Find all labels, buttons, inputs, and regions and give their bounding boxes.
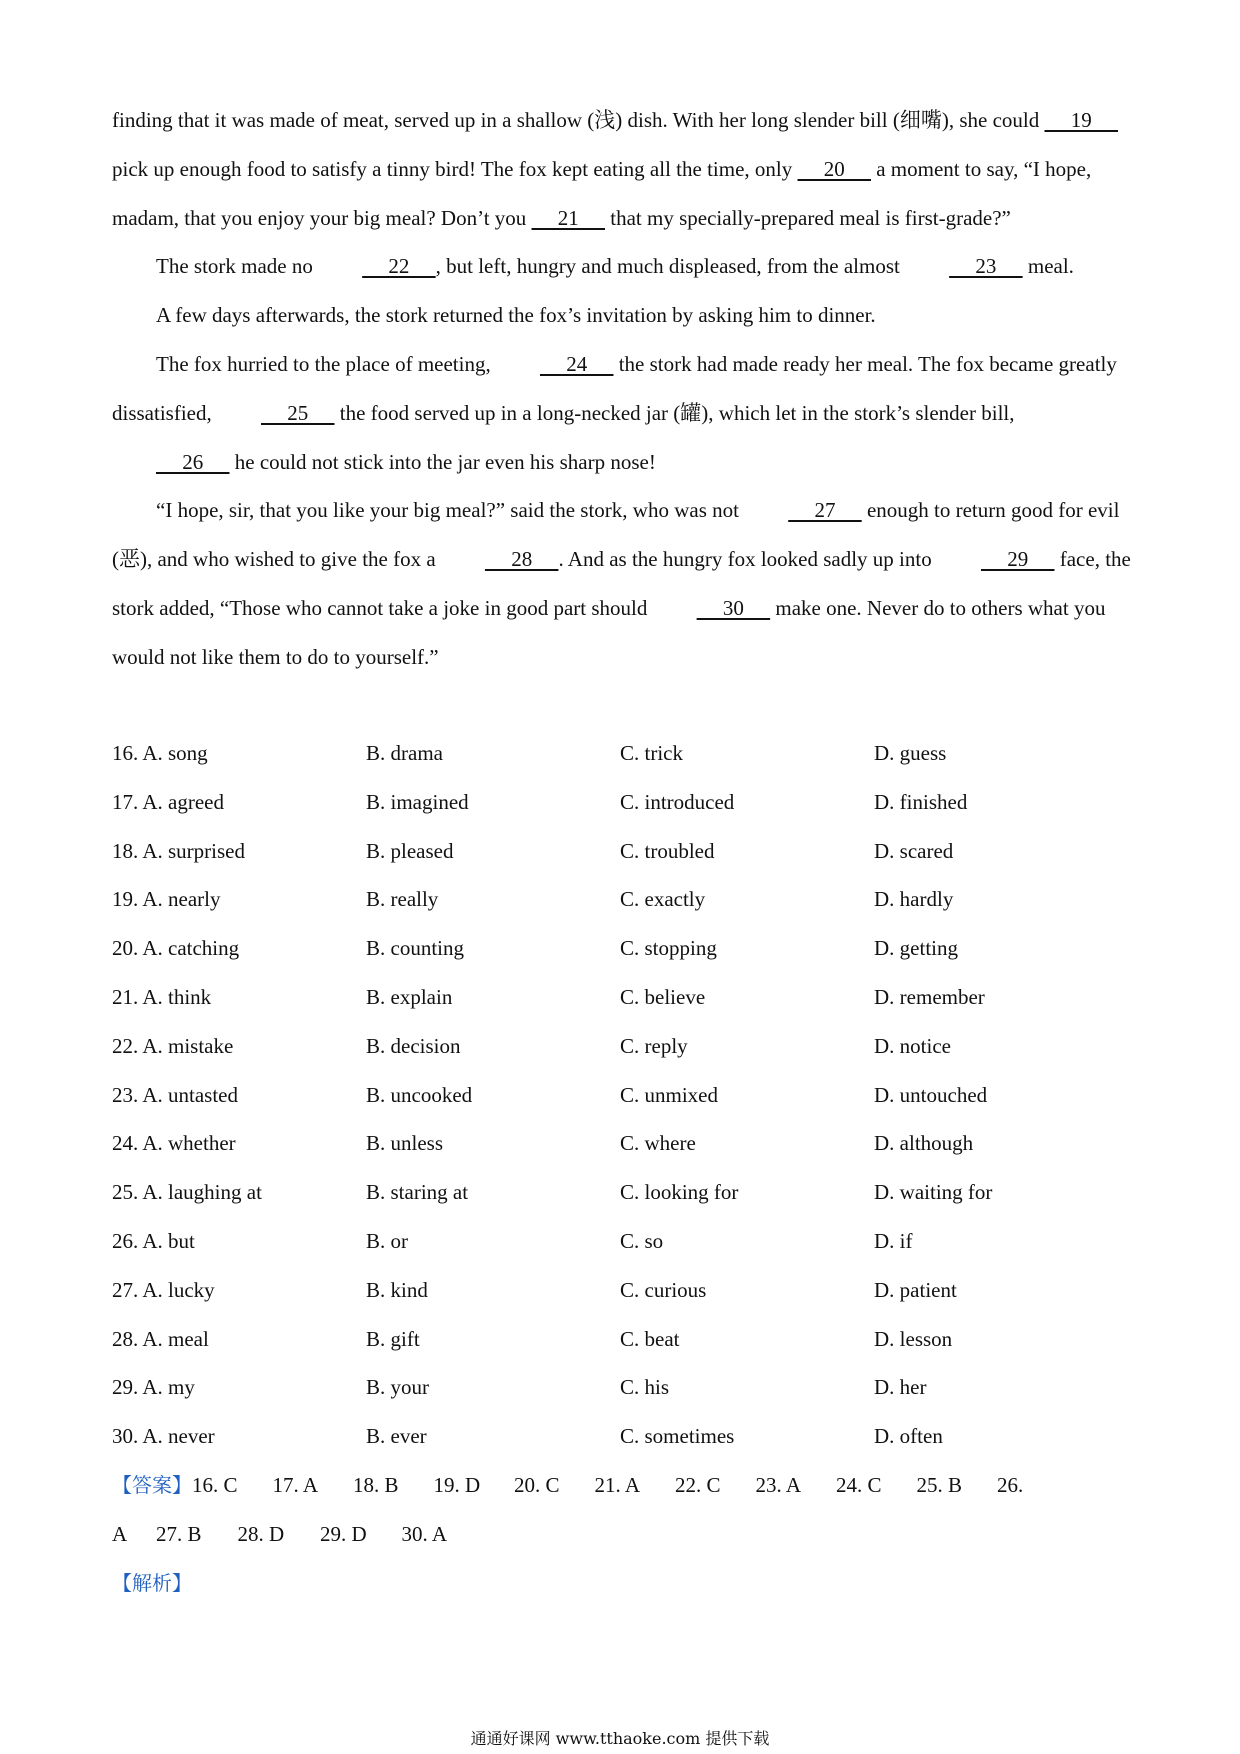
page-footer: 通通好课网 www.tthaoke.com 提供下载 — [470, 1729, 770, 1748]
passage-text: the stork had made ready her meal. The fox became greatly dissatisfied, — [112, 351, 1117, 425]
option-c: C. where — [620, 1131, 696, 1156]
option-c: C. introduced — [620, 789, 735, 814]
passage-text: meal. — [1022, 254, 1074, 279]
option-row — [112, 1022, 1132, 1071]
option-d: D. notice — [874, 1033, 951, 1058]
passage-text: a moment to say, “I hope, madam, that you enjoy your big meal? Don’t you — [112, 156, 1092, 230]
paragraph-5 — [112, 486, 1132, 681]
answer-item: 28. D — [237, 1521, 285, 1546]
option-a: 29. A. my — [112, 1375, 195, 1400]
option-a: 30. A. never — [112, 1424, 215, 1449]
passage-text: face, the stork added, “Those who cannot take a joke in good part should — [112, 547, 1131, 620]
passage-text: the food served up in a long-necked jar (罐), which let in the stork’s slender bill, — [334, 400, 1015, 425]
paragraph-3 — [112, 291, 1132, 340]
passage-text: “I hope, sir, that you like your big meal?” said the stork, who was not — [156, 498, 745, 523]
option-a: 18. A. surprised — [112, 838, 245, 863]
passage-text: , but left, hungry and much displeased, from the almost — [435, 254, 906, 279]
option-b: B. counting — [366, 936, 464, 961]
passage-text: A few days afterwards, the stork returned the fox’s invitation by asking him to dinner. — [156, 303, 876, 328]
answer-item: 23. A — [755, 1473, 802, 1497]
option-c: C. exactly — [620, 887, 706, 912]
option-b: B. or — [366, 1228, 408, 1253]
paragraph-2 — [112, 242, 1132, 291]
option-c: C. sometimes — [620, 1424, 735, 1449]
answer-options — [112, 729, 1132, 1461]
option-d: D. patient — [874, 1277, 957, 1302]
option-d: D. guess — [874, 741, 947, 765]
analysis-line — [112, 1559, 1132, 1608]
option-row — [112, 1071, 1132, 1120]
option-b: B. uncooked — [366, 1082, 473, 1107]
answer-tag: 【答案】 — [112, 1473, 192, 1497]
paragraph-1 — [112, 96, 1132, 242]
passage-text: that my specially-prepared meal is first-grade?” — [605, 205, 1011, 230]
answer-line-1 — [112, 1461, 1132, 1510]
answer-item: 18. B — [353, 1473, 399, 1497]
option-row — [112, 1217, 1132, 1266]
blank-28: 28 — [484, 547, 559, 572]
passage-text: . And as the hungry fox looked sadly up into — [558, 547, 937, 572]
passage-text: The fox hurried to the place of meeting, — [156, 351, 496, 376]
option-d: D. although — [874, 1131, 974, 1156]
option-b: B. imagined — [366, 789, 469, 814]
answer-item: 16. C — [192, 1473, 238, 1497]
answer-item: 27. B — [156, 1521, 202, 1546]
option-a: 17. A. agreed — [112, 789, 224, 814]
option-row — [112, 729, 1132, 778]
option-d: D. finished — [874, 789, 968, 814]
option-b: B. pleased — [366, 838, 454, 863]
option-d: D. untouched — [874, 1082, 988, 1107]
option-b: B. ever — [366, 1424, 427, 1449]
option-d: D. often — [874, 1424, 943, 1449]
option-b: B. your — [366, 1375, 429, 1400]
option-a: 19. A. nearly — [112, 887, 221, 912]
option-row — [112, 1119, 1132, 1168]
analysis-tag: 【解析】 — [112, 1570, 192, 1595]
passage-text: pick up enough food to satisfy a tinny bird! The fox kept eating all the time, only — [112, 156, 798, 181]
option-row — [112, 1363, 1132, 1412]
blank-25: 25 — [261, 400, 335, 425]
answer-item: 21. A — [594, 1473, 641, 1497]
answer-item: 22. C — [675, 1473, 721, 1497]
answer-item: 26. — [997, 1473, 1024, 1497]
option-c: C. believe — [620, 984, 706, 1009]
option-row — [112, 973, 1132, 1022]
option-d: D. lesson — [874, 1326, 953, 1351]
option-b: B. explain — [366, 984, 453, 1009]
option-a: 21. A. think — [112, 984, 212, 1009]
option-b: B. drama — [366, 741, 443, 765]
cloze-passage — [112, 96, 1132, 682]
option-c: C. looking for — [620, 1180, 739, 1205]
answer-item: 20. C — [514, 1473, 560, 1497]
option-b: B. unless — [366, 1131, 444, 1156]
option-c: C. curious — [620, 1277, 707, 1302]
option-c: C. beat — [620, 1326, 680, 1351]
passage-text: make one. Never do to others what you would not like them to do to yourself.” — [112, 595, 1106, 669]
option-a: 27. A. lucky — [112, 1277, 215, 1302]
answer-item: 19. D — [433, 1473, 481, 1497]
option-b: B. really — [366, 887, 439, 912]
option-row — [112, 1168, 1132, 1217]
option-a: 25. A. laughing at — [112, 1180, 262, 1205]
blank-26: 26 — [156, 449, 230, 474]
option-row — [112, 1315, 1132, 1364]
option-b: B. gift — [366, 1326, 420, 1351]
blank-24: 24 — [539, 351, 614, 376]
blank-27: 27 — [788, 498, 862, 523]
passage-text: finding that it was made of meat, served up in a shallow (浅) dish. With her long slender bill (细嘴), she could — [112, 108, 1045, 132]
answer-item: 17. A — [272, 1473, 319, 1497]
answer-item: 25. B — [916, 1473, 963, 1497]
option-c: C. reply — [620, 1033, 688, 1058]
option-a: 28. A. meal — [112, 1326, 209, 1351]
option-b: B. kind — [366, 1277, 428, 1302]
option-row — [112, 827, 1132, 876]
option-a: 20. A. catching — [112, 936, 240, 961]
option-c: C. stopping — [620, 936, 717, 961]
option-a: 24. A. whether — [112, 1131, 236, 1156]
option-row — [112, 875, 1132, 924]
blank-19: 19 — [1044, 108, 1118, 132]
option-b: B. decision — [366, 1033, 461, 1058]
option-d: D. scared — [874, 838, 954, 863]
passage-text: enough to return good for evil (恶), and who wished to give the fox a — [112, 498, 1120, 572]
option-row — [112, 924, 1132, 973]
option-a: 26. A. but — [112, 1228, 195, 1253]
option-d: D. getting — [874, 936, 958, 961]
option-row — [112, 1266, 1132, 1315]
blank-23: 23 — [949, 254, 1023, 279]
option-d: D. waiting for — [874, 1180, 993, 1205]
paragraph-4 — [112, 340, 1132, 486]
option-c: C. unmixed — [620, 1082, 718, 1107]
option-row — [112, 778, 1132, 827]
option-b: B. staring at — [366, 1180, 469, 1205]
answer-item: 29. D — [320, 1521, 367, 1546]
answer-item: 30. A — [401, 1521, 448, 1546]
option-c: C. his — [620, 1375, 670, 1400]
option-d: D. her — [874, 1375, 927, 1400]
option-c: C. so — [620, 1228, 664, 1253]
blank-21: 21 — [531, 205, 606, 230]
answer-line-2 — [112, 1510, 1132, 1559]
option-a: 23. A. untasted — [112, 1082, 238, 1107]
option-a: 16. A. song — [112, 741, 208, 765]
answer-key — [112, 1461, 1132, 1607]
blank-29: 29 — [980, 547, 1055, 572]
option-row — [112, 1412, 1132, 1461]
option-d: D. hardly — [874, 887, 954, 912]
passage-text: The stork made no — [156, 254, 319, 279]
blank-20: 20 — [797, 156, 871, 181]
option-a: 22. A. mistake — [112, 1033, 234, 1058]
option-c: C. troubled — [620, 838, 715, 863]
blank-30: 30 — [696, 595, 771, 620]
blank-22: 22 — [362, 254, 436, 279]
option-c: C. trick — [620, 741, 683, 765]
answer-item: A — [112, 1521, 128, 1546]
option-d: D. remember — [874, 984, 985, 1009]
answer-item: 24. C — [836, 1473, 882, 1497]
option-d: D. if — [874, 1228, 913, 1253]
passage-text: he could not stick into the jar even his sharp nose! — [229, 449, 656, 474]
